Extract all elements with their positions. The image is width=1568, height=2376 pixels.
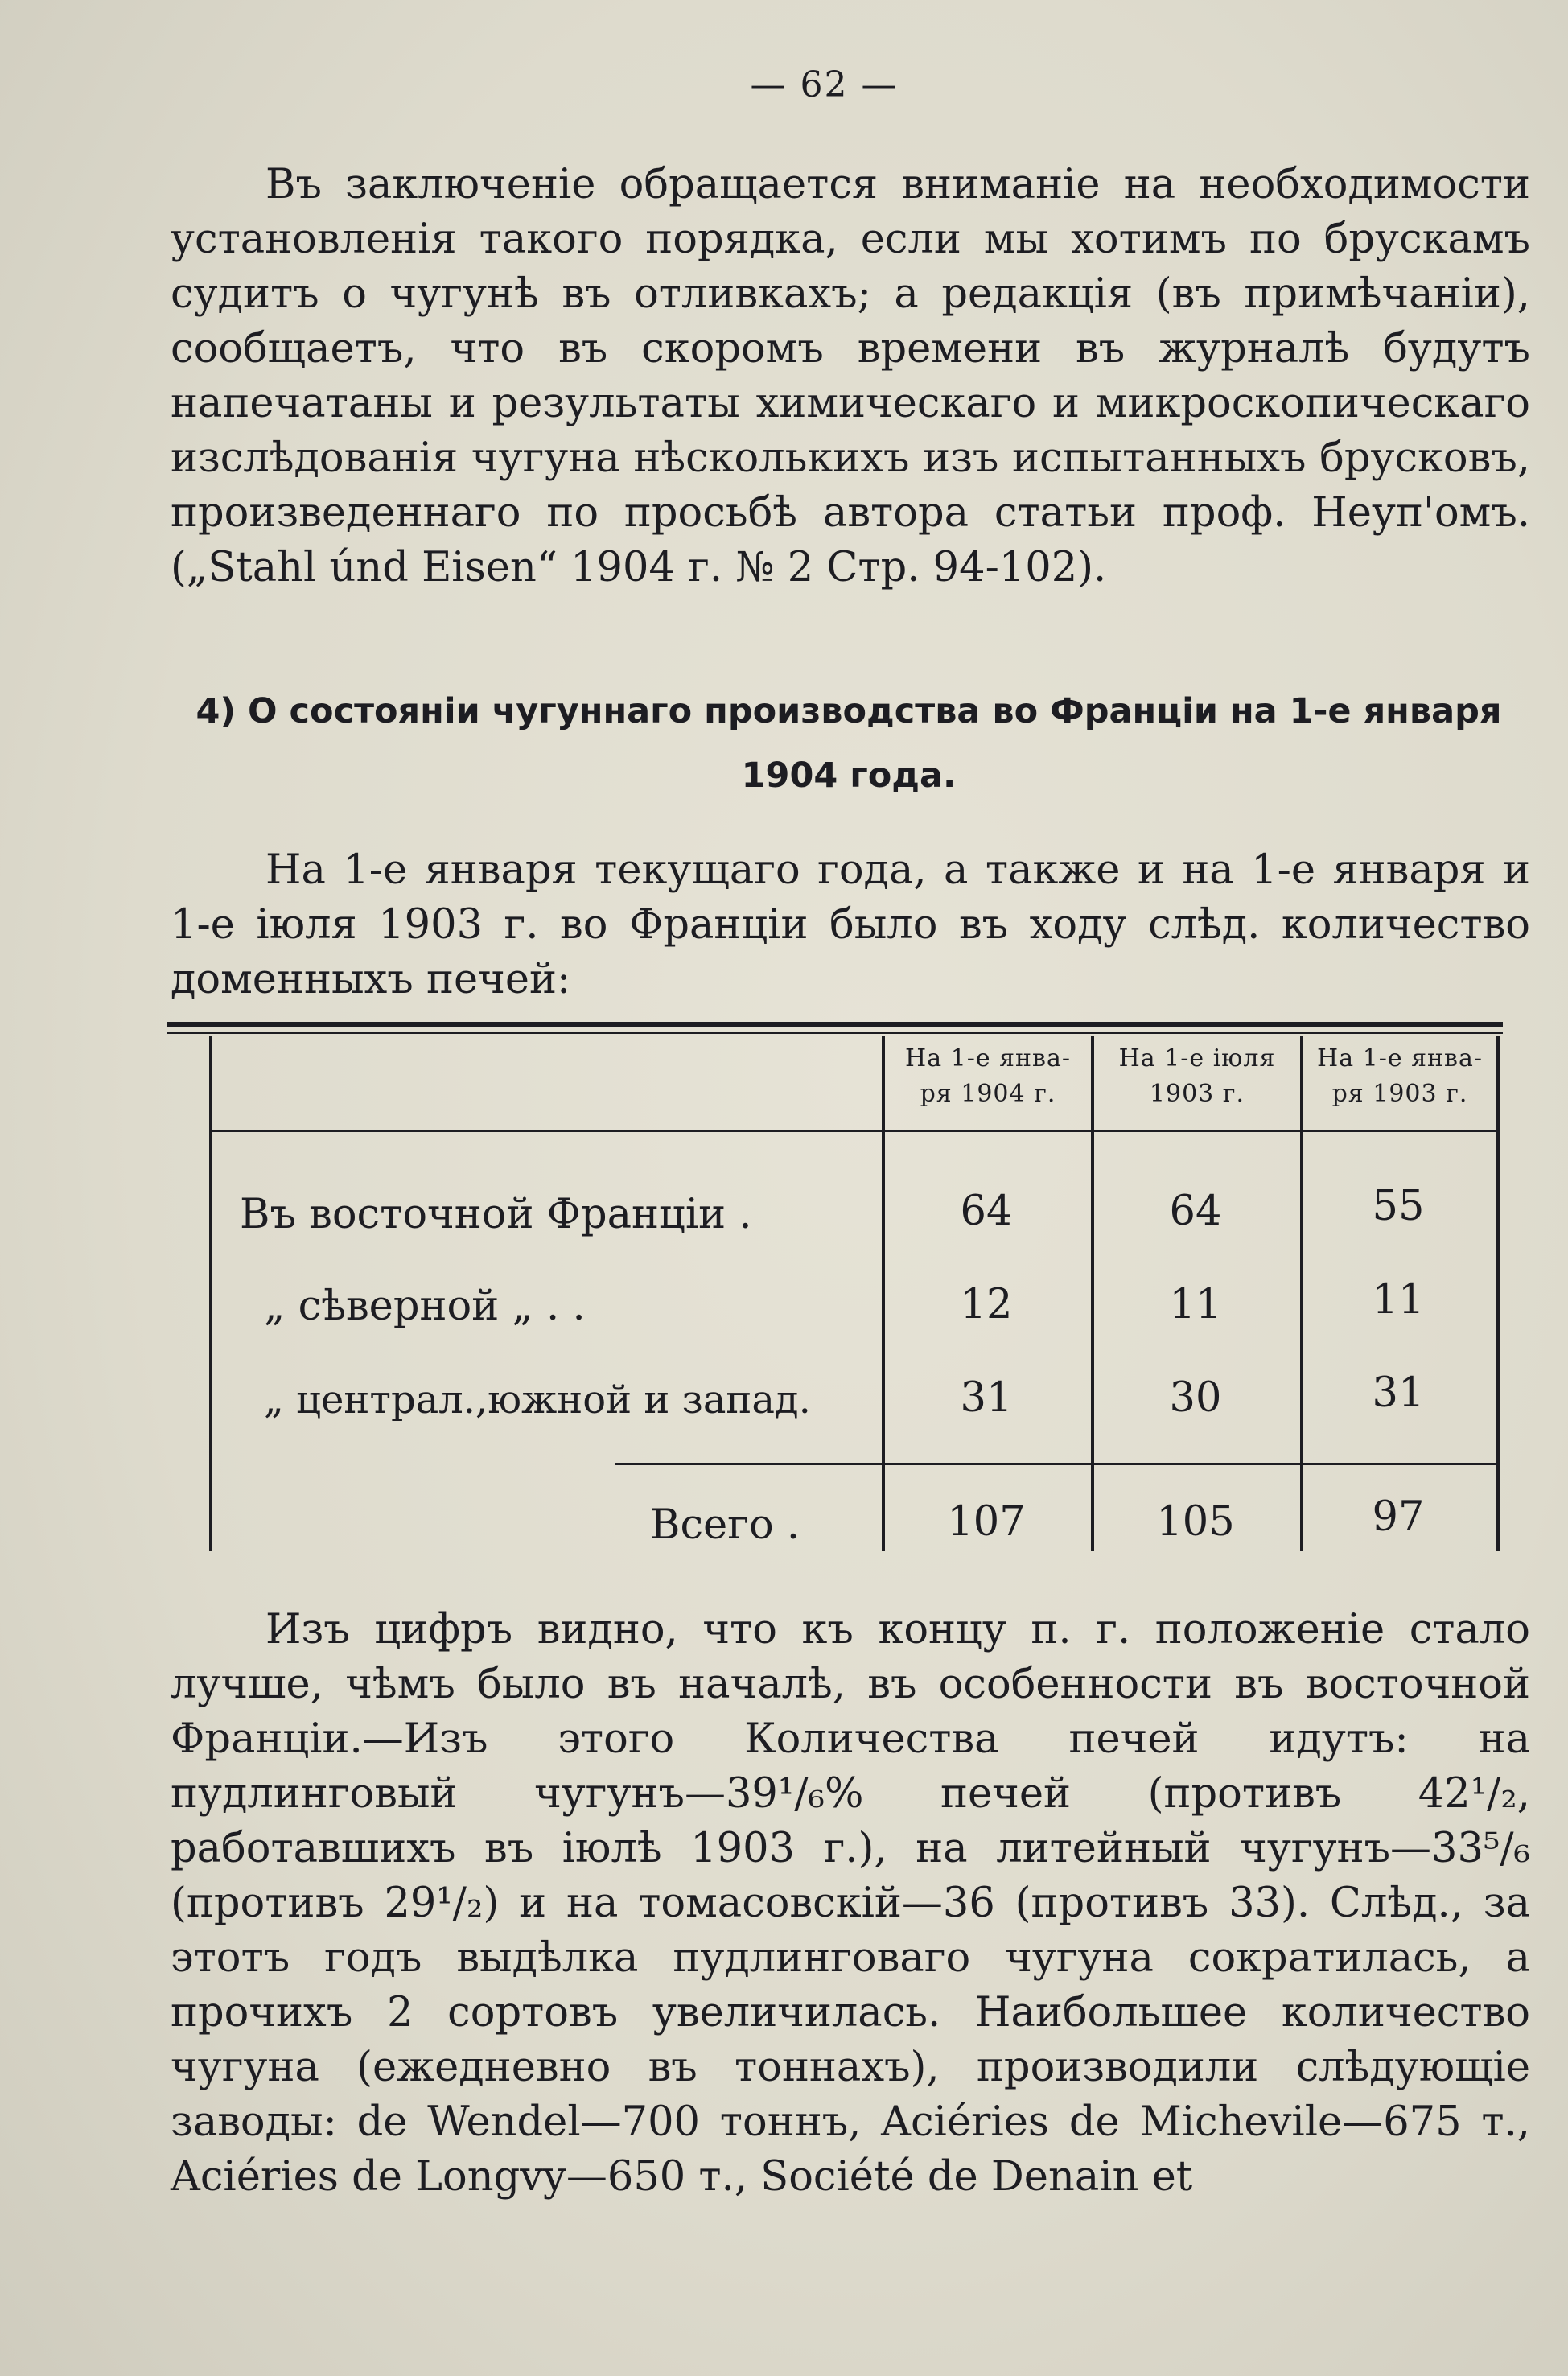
row-label-central-south-west: „ централ.,южной и запад. [264,1377,811,1423]
section-heading-line-1: 4) О состояніи чугуннаго производства во Франціи на 1-е января [195,691,1502,731]
table-header-rule [209,1130,1500,1132]
table-cell: 64 [1169,1188,1222,1235]
column-header-jul-1903 [1094,1041,1300,1125]
table-cell: 64 [960,1188,1013,1235]
paragraph-analysis: Изъ цифръ видно, что къ концу п. г. положеніе стало лучше, чѣмъ было въ началѣ, въ особенности въ восточной Франціи.—Изъ этого Количества печей идутъ: на пудлинговый чугунъ—39¹/₆% печей (противъ 42¹/₂, работавшихъ въ іюлѣ 1903 г.), на литейный чугунъ—33⁵/₆ (противъ 29¹/₂) и на томасовскій—36 (противъ 33). Слѣд., за этотъ годъ выдѣлка пудлинговаго чугуна сократилась, а прочихъ 2 сортовъ увеличилась. Наибольшее количество чугуна (ежедневно въ тоннахъ), производили слѣдующіе заводы: de Wendel—700 тоннъ, Aciéries de Michevile—675 т., Aciéries de Longvy—650 т., Société de Denain et [171,1606,1530,2201]
table-top-rule [167,1022,1503,1027]
page-number: — 62 — [750,64,899,105]
row-label-east: Въ восточной Франціи . [240,1191,752,1238]
row-label-total: Всего . [650,1501,800,1549]
table-total-cell: 105 [1156,1498,1235,1546]
column-header-jan-1903 [1303,1041,1496,1125]
table-cell: 12 [960,1281,1013,1328]
table-cell: 31 [960,1374,1013,1422]
table-total-rule [615,1463,1500,1465]
table-left-rule [209,1036,212,1551]
table-cell: 31 [1372,1369,1425,1417]
row-label-north: „ сѣверной „ . . [264,1283,586,1330]
table-right-rule [1496,1036,1500,1551]
column-header-line: ря 1903 г. [1331,1080,1468,1108]
column-header-line: ря 1904 г. [920,1080,1056,1108]
column-header-line: На 1-е янва- [905,1044,1071,1073]
column-header-jan-1904 [885,1041,1091,1125]
section-heading [161,679,1537,808]
table-total-cell: 107 [947,1498,1026,1546]
column-header-line: На 1-е янва- [1317,1044,1483,1073]
table-top-rule-thin [167,1032,1503,1034]
furnace-table [167,1022,1503,1566]
table-cell: 11 [1372,1276,1425,1324]
table-cell: 30 [1169,1374,1222,1422]
paragraph-conclusion: Въ заключеніе обращается вниманіе на необходимости установленія такого порядка, если мы хотимъ по брускамъ судитъ о чугунѣ въ отливкахъ; а редакція (въ примѣчаніи), сообщаетъ, что въ скоромъ времени въ журналѣ будутъ напечатаны и результаты химическаго и микроскопическаго изслѣдованія чугуна нѣсколькихъ изъ испытанныхъ брусковъ, произведеннаго по просьбѣ автора статьи проф. Неуп'омъ. („Stahl únd Eisen“ 1904 г. № 2 Стр. 94-102). [171,161,1530,591]
paragraph-intro-table: На 1-е января текущаго года, а также и на 1-е января и 1-е іюля 1903 г. во Франціи было въ ходу слѣд. количество доменныхъ печей: [171,846,1530,1003]
table-cell: 55 [1372,1183,1425,1230]
table-cell: 11 [1169,1281,1222,1328]
column-header-line: На 1-е іюля [1118,1044,1276,1073]
section-heading-line-2: 1904 года. [741,756,957,796]
table-total-cell: 97 [1372,1493,1425,1541]
column-header-line: 1903 г. [1149,1080,1245,1108]
